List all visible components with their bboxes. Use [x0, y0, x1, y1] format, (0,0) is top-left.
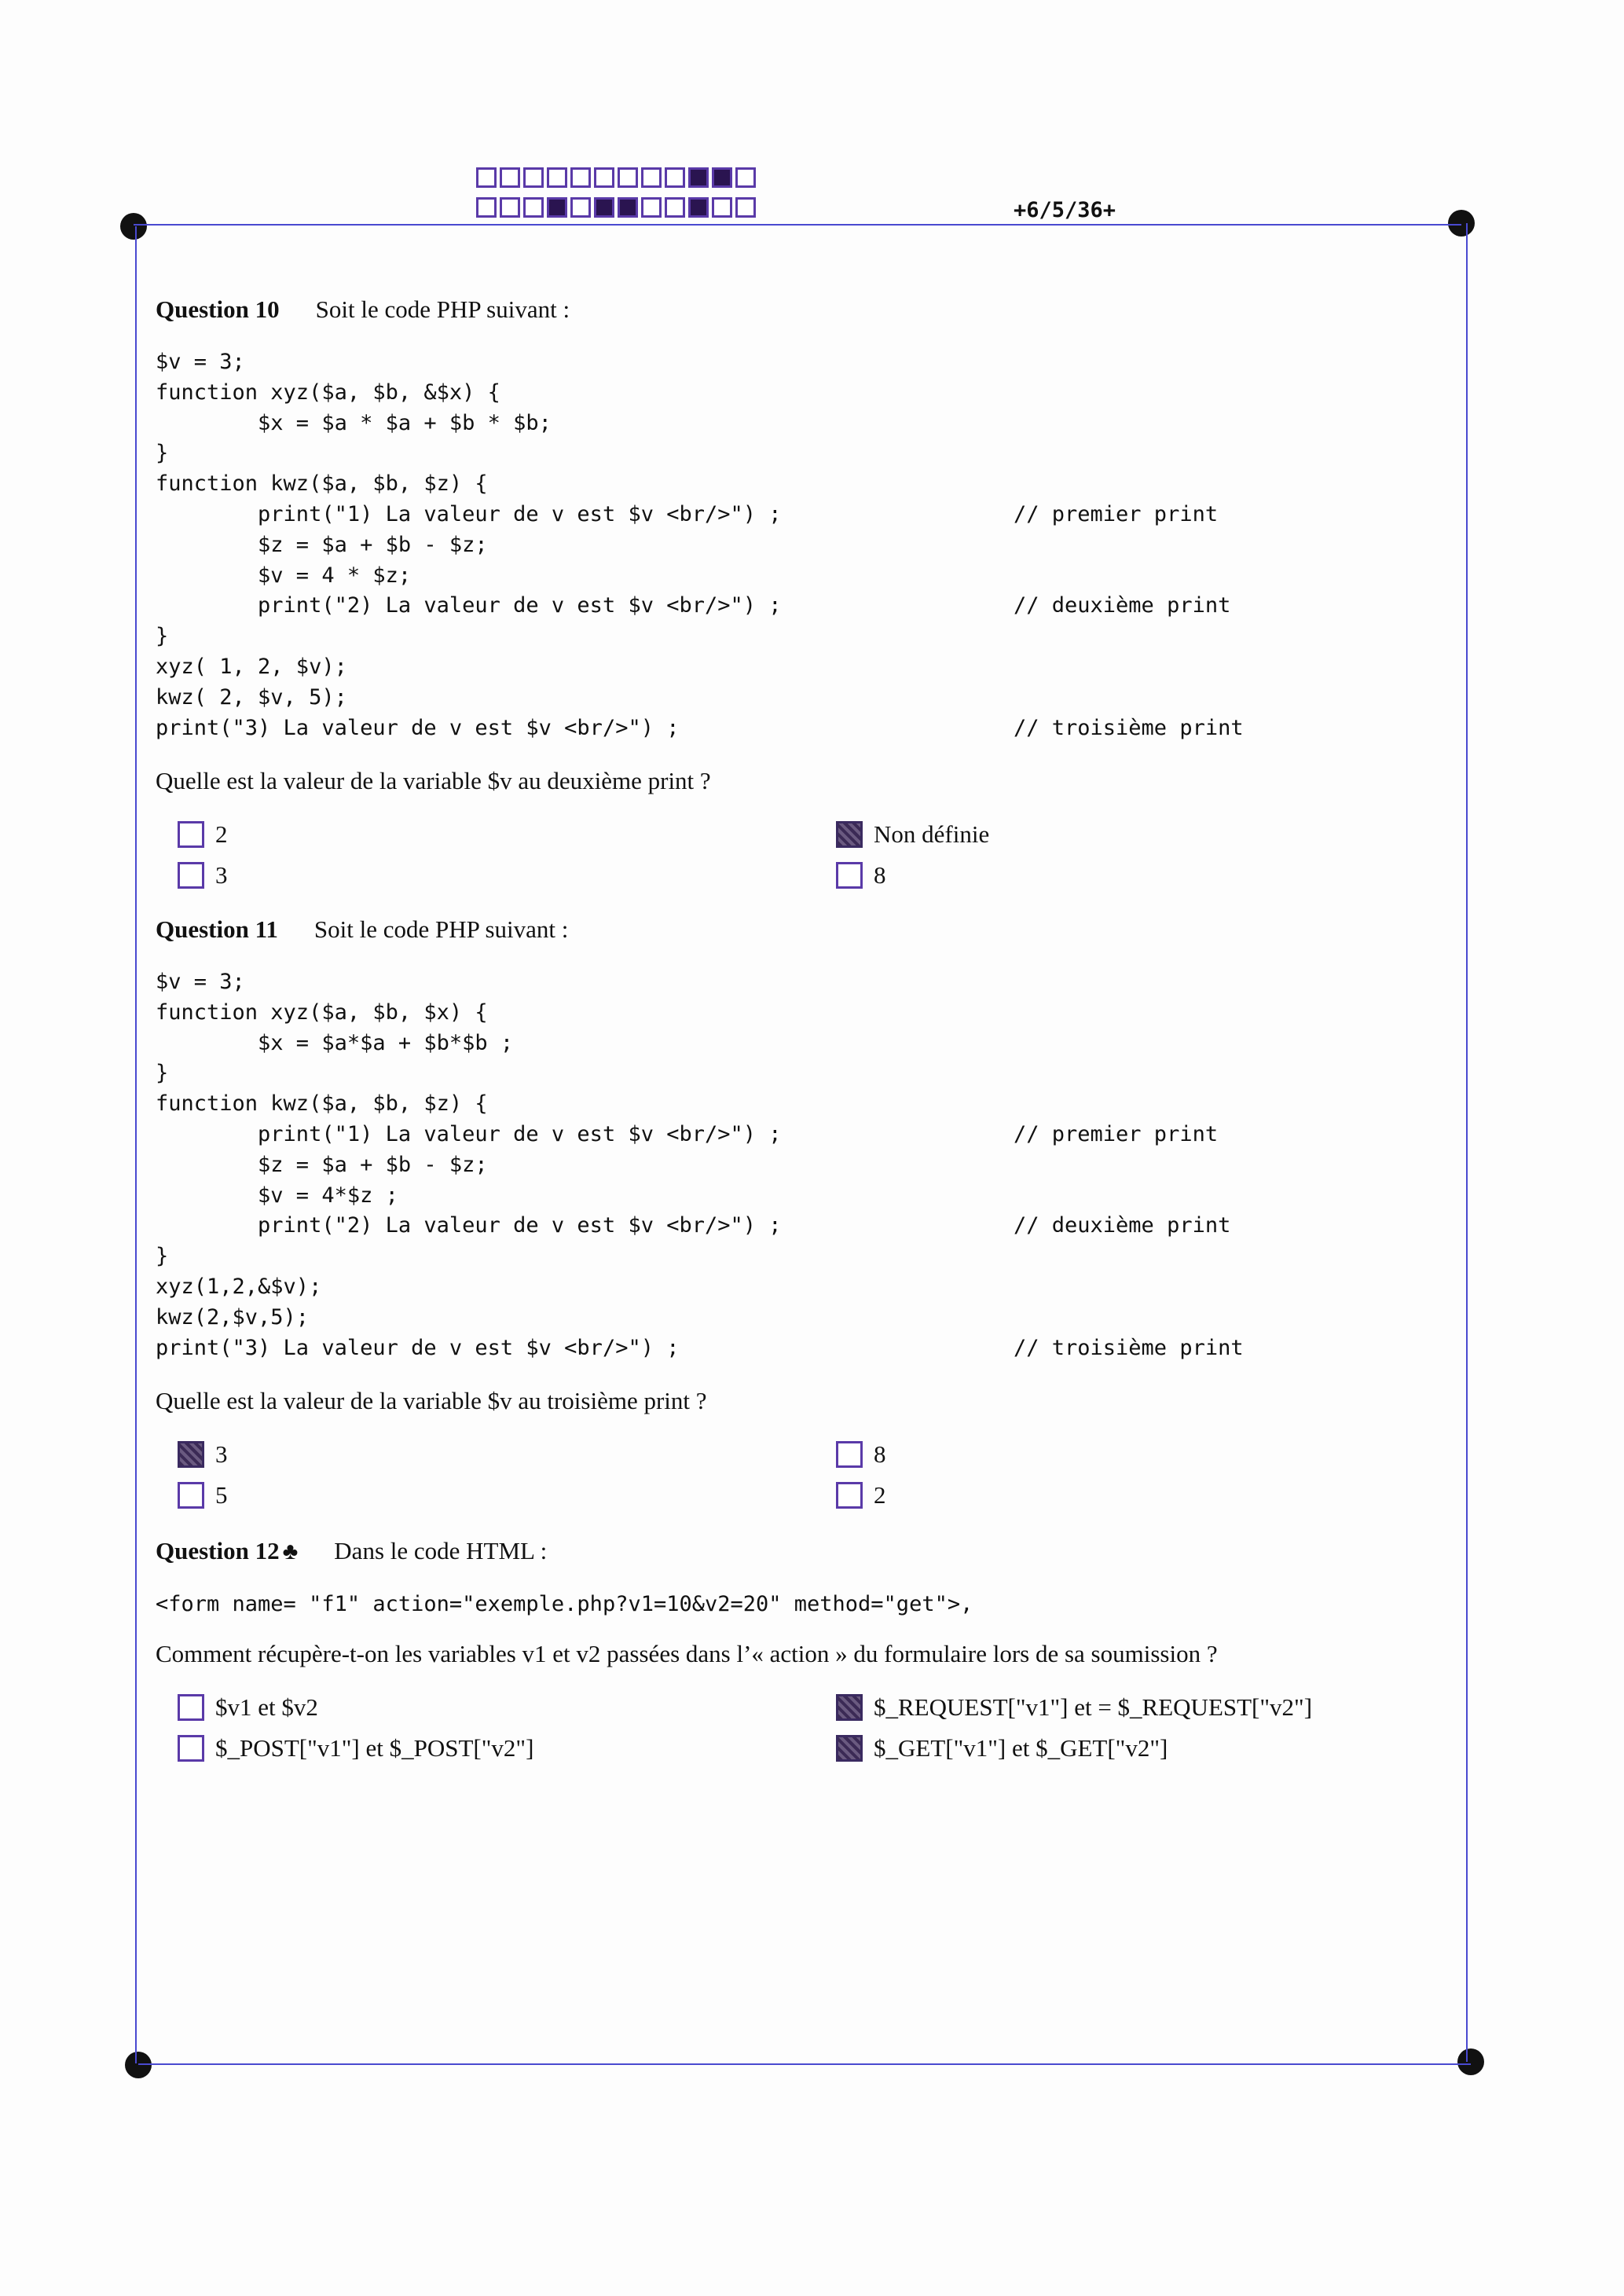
code-text: print("3) La valeur de v est $v <br/>") ;: [156, 1335, 680, 1360]
question-header: [156, 295, 1491, 335]
checkbox[interactable]: [178, 821, 204, 848]
code-line: [156, 409, 1491, 439]
code-comment: // deuxième print: [1014, 1213, 1231, 1238]
code-comment: // troisième print: [1014, 1335, 1244, 1360]
answer-option[interactable]: [836, 860, 886, 891]
code-line: [156, 683, 1491, 713]
code-line: [156, 591, 1491, 622]
code-line: [156, 1303, 1491, 1333]
answer-label: 3: [215, 861, 228, 889]
code-text: $v = 3;: [156, 350, 245, 374]
question-11: [156, 915, 1491, 1525]
id-code-cell: [735, 167, 756, 188]
id-code-cell: [641, 197, 662, 218]
question-intro: Dans le code HTML :: [334, 1537, 548, 1564]
code-text: xyz(1,2,&$v);: [156, 1274, 322, 1299]
code-block: [156, 347, 1491, 743]
checkbox[interactable]: [178, 1735, 204, 1762]
answer-label: $_POST["v1"] et $_POST["v2"]: [215, 1734, 534, 1762]
code-line: [156, 1181, 1491, 1212]
code-comment: // deuxième print: [1014, 593, 1231, 618]
code-line: [156, 1150, 1491, 1181]
code-line: [156, 347, 1491, 378]
id-code-cell: [688, 167, 709, 188]
code-text: $z = $a + $b - $z;: [156, 532, 488, 557]
code-text: function kwz($a, $b, $z) {: [156, 1091, 488, 1117]
answer-option[interactable]: [836, 1692, 1312, 1723]
code-line: [156, 652, 1491, 683]
code-line: [156, 1272, 1491, 1303]
code-line: [156, 967, 1491, 998]
corner-mark-top-right: [1448, 210, 1475, 237]
code-text: $v = 4 * $z;: [156, 563, 412, 588]
corner-mark-bottom-left: [125, 2052, 152, 2078]
code-line: [156, 998, 1491, 1029]
id-code-cell: [500, 197, 520, 218]
checkbox[interactable]: [178, 862, 204, 889]
code-line: [156, 1242, 1491, 1272]
answer-label: Non définie: [874, 820, 990, 849]
answer-label: 8: [874, 1440, 886, 1469]
code-text: }: [156, 1244, 169, 1269]
code-line: [156, 1089, 1491, 1120]
code-line: [156, 378, 1491, 409]
answer-options: [156, 1692, 1491, 1778]
code-line: [156, 561, 1491, 592]
code-text: $z = $a + $b - $z;: [156, 1152, 488, 1177]
id-code-row-2: [476, 197, 759, 218]
answer-option[interactable]: [836, 819, 989, 850]
answer-label: 2: [874, 1481, 886, 1509]
code-line: [156, 530, 1491, 561]
code-text: kwz(2,$v,5);: [156, 1304, 310, 1330]
code-text: }: [156, 624, 169, 649]
code-block: [156, 967, 1491, 1363]
frame-left: [135, 226, 137, 2063]
answer-option[interactable]: [178, 1733, 533, 1764]
corner-mark-bottom-right: [1457, 2048, 1484, 2075]
answer-option[interactable]: [836, 1733, 1168, 1764]
code-text: $x = $a * $a + $b * $b;: [156, 410, 552, 435]
frame-top: [134, 224, 1461, 226]
answer-option[interactable]: [178, 860, 228, 891]
question-10: [156, 295, 1491, 905]
checked-checkbox[interactable]: [178, 1441, 204, 1468]
question-prompt: Quelle est la valeur de la variable $v au troisième print ?: [156, 1387, 707, 1415]
question-intro: Soit le code PHP suivant :: [315, 295, 570, 323]
id-code-cell: [523, 167, 544, 188]
id-code-cell: [547, 167, 567, 188]
code-line: [156, 500, 1491, 530]
answer-label: $_GET["v1"] et $_GET["v2"]: [874, 1734, 1168, 1762]
code-text: print("2) La valeur de v est $v <br/>") ;: [156, 593, 782, 618]
code-text: print("1) La valeur de v est $v <br/>") ;: [156, 501, 782, 526]
id-code-cell: [476, 167, 497, 188]
code-comment: // premier print: [1014, 1121, 1219, 1146]
code-line: [156, 713, 1491, 744]
code-text: }: [156, 441, 169, 466]
id-code-row-1: [476, 167, 759, 188]
id-code-cell: [618, 197, 638, 218]
club-icon: ♣: [282, 1539, 299, 1564]
question-12: [156, 1537, 1491, 1778]
code-text: }: [156, 1061, 169, 1086]
corner-mark-top-left: [120, 213, 147, 240]
id-code-cell: [735, 197, 756, 218]
code-line: [156, 438, 1491, 469]
checkbox[interactable]: [178, 1482, 204, 1509]
code-text: xyz( 1, 2, $v);: [156, 654, 347, 679]
code-comment: // premier print: [1014, 501, 1219, 526]
question-label: Question 10: [156, 295, 280, 323]
id-code-cell: [476, 197, 497, 218]
page-marker: +6/5/36+: [1014, 198, 1116, 222]
answer-label: 8: [874, 861, 886, 889]
answer-label: 5: [215, 1481, 228, 1509]
answer-option[interactable]: [178, 1439, 228, 1470]
code-text: function xyz($a, $b, &$x) {: [156, 380, 500, 405]
answer-option[interactable]: [178, 819, 228, 850]
code-line: [156, 1029, 1491, 1059]
checkbox[interactable]: [836, 862, 863, 889]
id-code-cell: [594, 197, 614, 218]
answer-label: $_REQUEST["v1"] et = $_REQUEST["v2"]: [874, 1693, 1313, 1721]
id-code-cell: [570, 167, 591, 188]
code-text: print("1) La valeur de v est $v <br/>") ;: [156, 1121, 782, 1146]
question-header: [156, 915, 1491, 955]
code-line: [156, 1120, 1491, 1150]
question-label: Question 12 ♣: [156, 1537, 299, 1564]
id-code-cell: [570, 197, 591, 218]
id-code-cell: [594, 167, 614, 188]
checked-checkbox[interactable]: [836, 1735, 863, 1762]
id-code-cell: [712, 167, 732, 188]
answer-option[interactable]: [178, 1480, 228, 1511]
answer-option[interactable]: [836, 1439, 886, 1470]
code-line: [156, 1211, 1491, 1242]
id-code-cell: [688, 197, 709, 218]
checkbox[interactable]: [836, 1441, 863, 1468]
id-code-cell: [665, 167, 685, 188]
code-text: function xyz($a, $b, $x) {: [156, 999, 488, 1025]
id-code-cell: [523, 197, 544, 218]
question-header: [156, 1537, 1491, 1576]
checkbox[interactable]: [178, 1694, 204, 1721]
code-text: $v = 4*$z ;: [156, 1183, 398, 1208]
code-text: kwz( 2, $v, 5);: [156, 684, 347, 710]
code-line: [156, 1058, 1491, 1089]
checked-checkbox[interactable]: [836, 1694, 863, 1721]
code-text: function kwz($a, $b, $z) {: [156, 471, 488, 497]
answer-options: [156, 819, 1491, 905]
answer-option[interactable]: [836, 1480, 886, 1511]
code-line: [156, 622, 1491, 652]
answer-label: 3: [215, 1440, 228, 1469]
answer-label: $v1 et $v2: [215, 1693, 318, 1721]
checkbox[interactable]: [836, 1482, 863, 1509]
code-text: $x = $a*$a + $b*$b ;: [156, 1030, 514, 1055]
id-code-cell: [547, 197, 567, 218]
answer-label: 2: [215, 820, 228, 849]
html-code-line: <form name= "f1" action="exemple.php?v1=10&v2=20" method="get">,: [156, 1592, 973, 1616]
code-text: print("3) La valeur de v est $v <br/>") ;: [156, 715, 680, 740]
answer-option[interactable]: [178, 1692, 318, 1723]
frame-bottom: [138, 2063, 1471, 2065]
id-code-cell: [618, 167, 638, 188]
code-line: [156, 469, 1491, 500]
code-text: $v = 3;: [156, 970, 245, 994]
id-code-cell: [500, 167, 520, 188]
code-text: print("2) La valeur de v est $v <br/>") ;: [156, 1213, 782, 1238]
question-intro: Soit le code PHP suivant :: [313, 915, 569, 943]
id-code-cell: [665, 197, 685, 218]
question-label: Question 11: [156, 915, 278, 943]
answer-options: [156, 1439, 1491, 1525]
question-prompt: Comment récupère-t-on les variables v1 et v2 passées dans l’« action » du formulaire lors de sa soumission ?: [156, 1640, 1218, 1667]
checked-checkbox[interactable]: [836, 821, 863, 848]
code-line: [156, 1333, 1491, 1364]
code-comment: // troisième print: [1014, 715, 1244, 740]
id-code-cell: [641, 167, 662, 188]
id-code-cell: [712, 197, 732, 218]
question-prompt: Quelle est la valeur de la variable $v au deuxième print ?: [156, 767, 711, 795]
